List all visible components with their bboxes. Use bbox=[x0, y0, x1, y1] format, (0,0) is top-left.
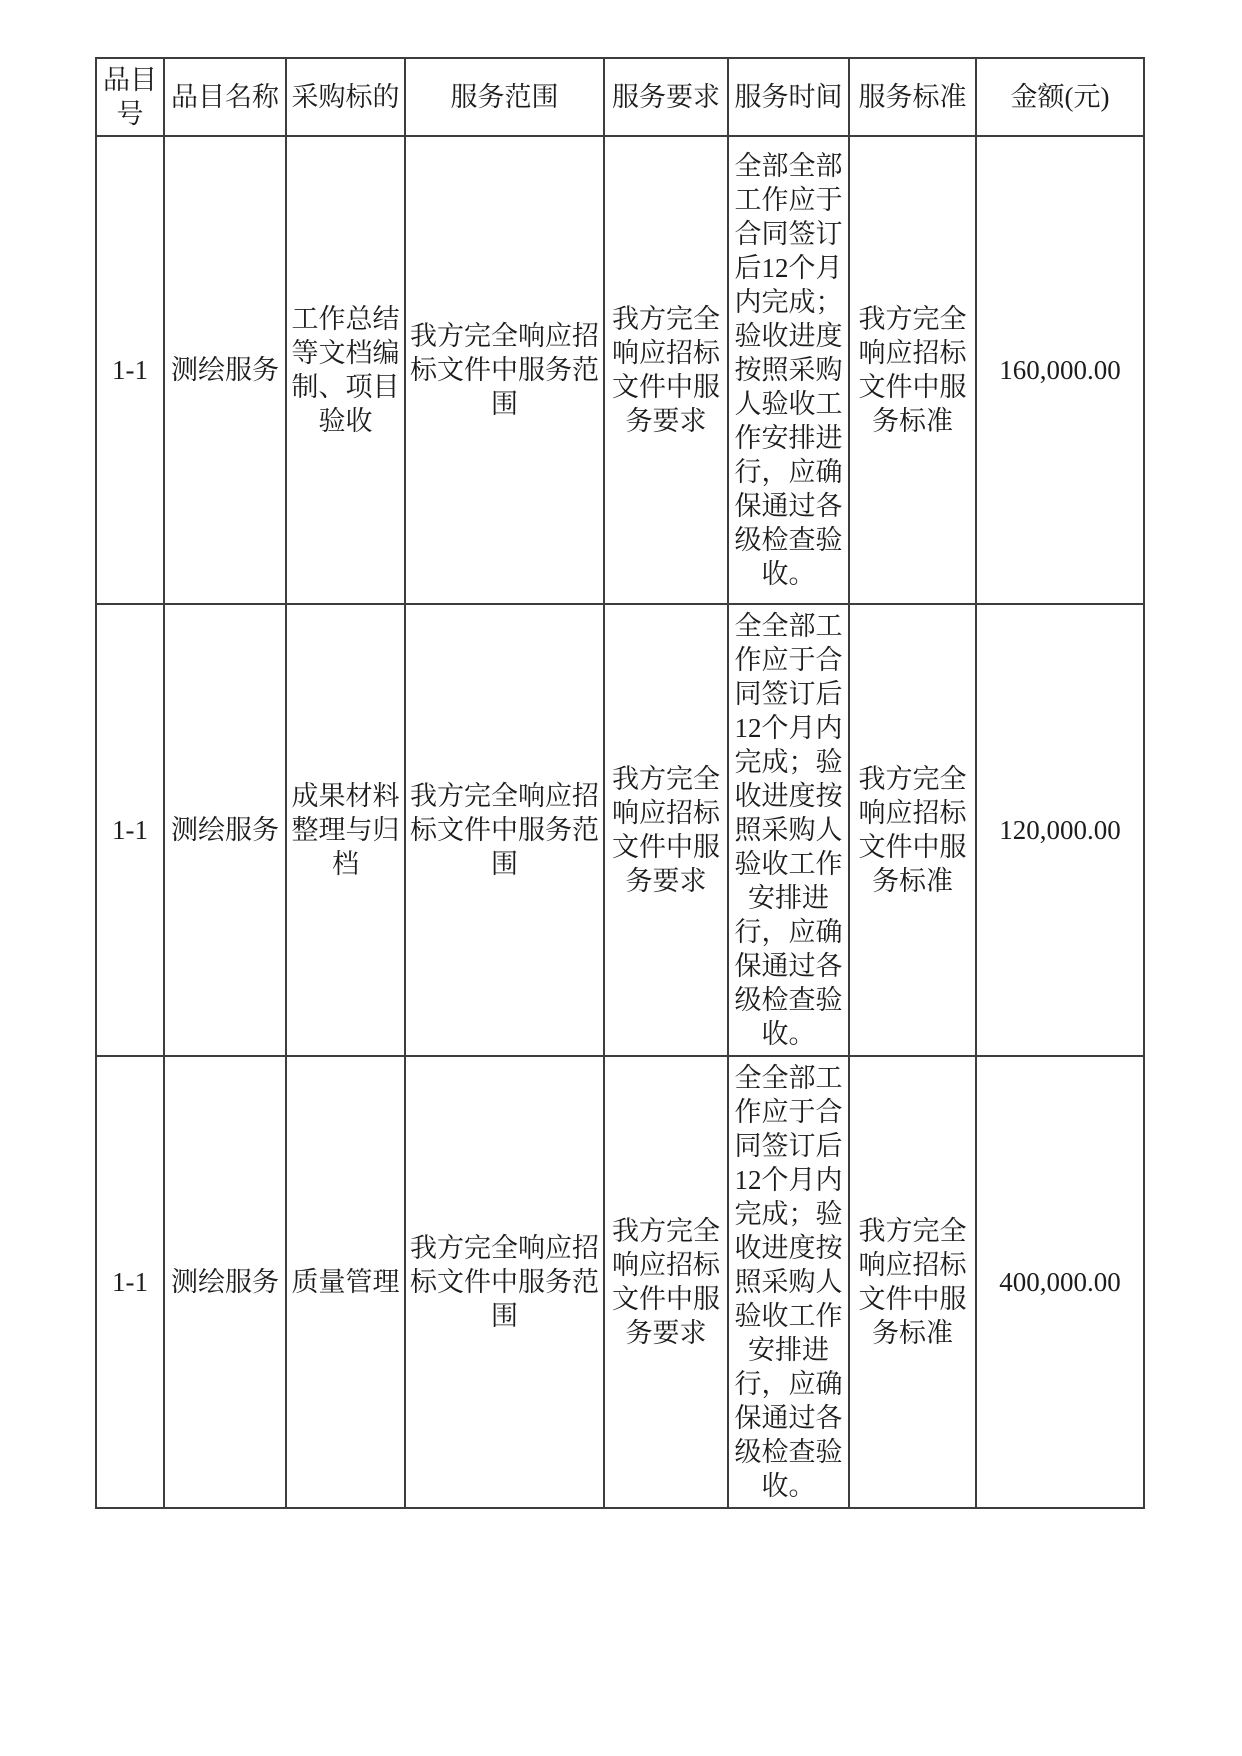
cell-item-name: 测绘服务 bbox=[164, 1056, 286, 1508]
service-quote-table bbox=[95, 57, 1145, 1509]
cell-item-no: 1-1 bbox=[96, 136, 164, 604]
cell-procurement-target: 质量管理 bbox=[286, 1056, 405, 1508]
table-row bbox=[96, 136, 1144, 604]
cell-service-scope: 我方完全响应招标文件中服务范围 bbox=[405, 136, 604, 604]
cell-service-requirement: 我方完全响应招标文件中服务要求 bbox=[604, 136, 728, 604]
cell-item-no: 1-1 bbox=[96, 1056, 164, 1508]
header-service-requirement: 服务要求 bbox=[604, 58, 728, 136]
header-procurement-target: 采购标的 bbox=[286, 58, 405, 136]
cell-service-time: 全全部工作应于合同签订后12个月内完成；验收进度按照采购人验收工作安排进行，应确保通过各级检查验收。 bbox=[728, 1056, 849, 1508]
cell-service-requirement: 我方完全响应招标文件中服务要求 bbox=[604, 604, 728, 1056]
table-header-row bbox=[96, 58, 1144, 136]
cell-item-name: 测绘服务 bbox=[164, 604, 286, 1056]
table-row bbox=[96, 604, 1144, 1056]
table-row bbox=[96, 1056, 1144, 1508]
cell-service-scope: 我方完全响应招标文件中服务范围 bbox=[405, 1056, 604, 1508]
cell-service-scope: 我方完全响应招标文件中服务范围 bbox=[405, 604, 604, 1056]
header-item-name: 品目名称 bbox=[164, 58, 286, 136]
header-service-standard: 服务标准 bbox=[849, 58, 976, 136]
cell-service-time: 全全部工作应于合同签订后12个月内完成；验收进度按照采购人验收工作安排进行，应确保通过各级检查验收。 bbox=[728, 604, 849, 1056]
cell-service-time: 全部全部工作应于合同签订后12个月内完成；验收进度按照采购人验收工作安排进行，应确保通过各级检查验收。 bbox=[728, 136, 849, 604]
header-service-scope: 服务范围 bbox=[405, 58, 604, 136]
cell-procurement-target: 成果材料整理与归档 bbox=[286, 604, 405, 1056]
header-amount: 金额(元) bbox=[976, 58, 1144, 136]
cell-service-standard: 我方完全响应招标文件中服务标准 bbox=[849, 136, 976, 604]
cell-item-no: 1-1 bbox=[96, 604, 164, 1056]
header-service-time: 服务时间 bbox=[728, 58, 849, 136]
cell-amount: 400,000.00 bbox=[976, 1056, 1144, 1508]
cell-service-standard: 我方完全响应招标文件中服务标准 bbox=[849, 1056, 976, 1508]
cell-service-standard: 我方完全响应招标文件中服务标准 bbox=[849, 604, 976, 1056]
cell-item-name: 测绘服务 bbox=[164, 136, 286, 604]
cell-procurement-target: 工作总结等文档编制、项目验收 bbox=[286, 136, 405, 604]
cell-amount: 120,000.00 bbox=[976, 604, 1144, 1056]
cell-amount: 160,000.00 bbox=[976, 136, 1144, 604]
header-item-no: 品目号 bbox=[96, 58, 164, 136]
cell-service-requirement: 我方完全响应招标文件中服务要求 bbox=[604, 1056, 728, 1508]
